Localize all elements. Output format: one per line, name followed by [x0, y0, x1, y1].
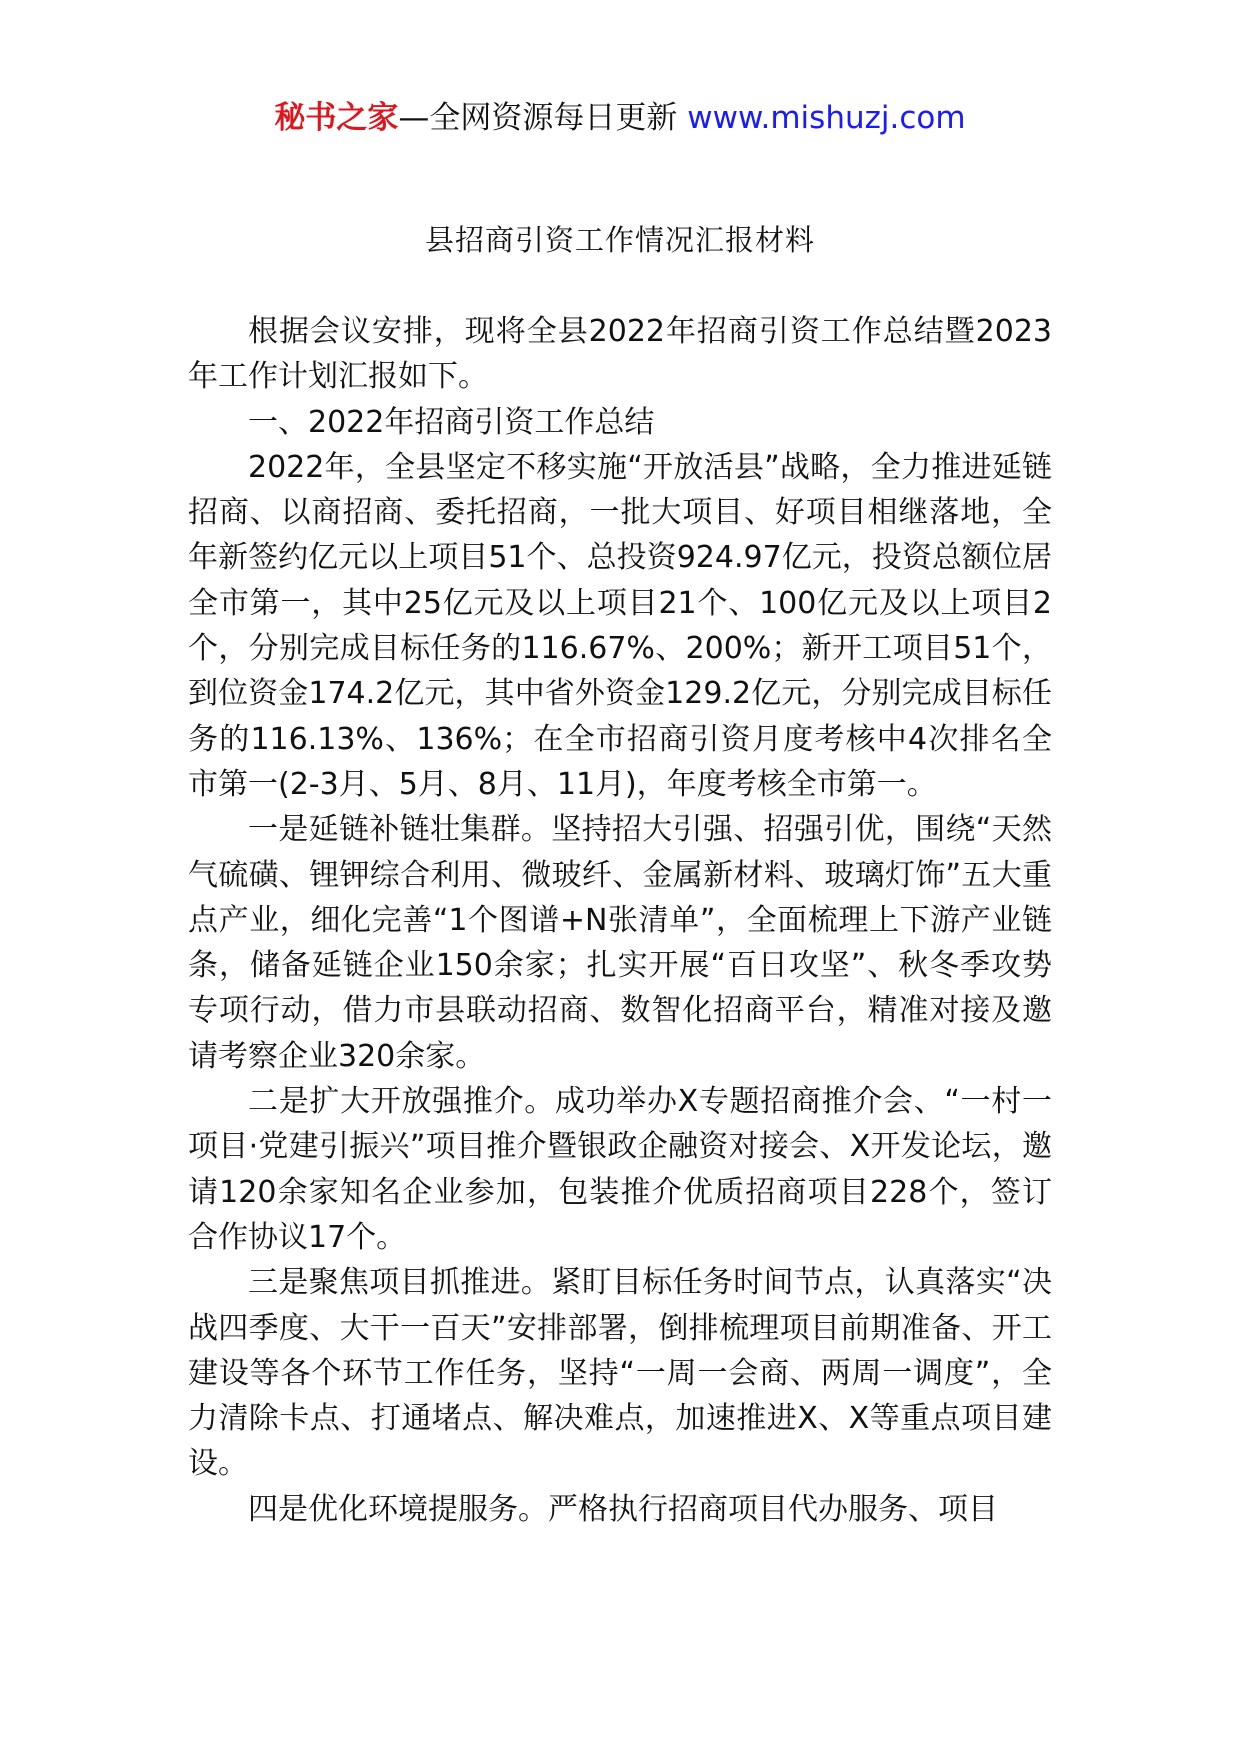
site-brand: 秘书之家: [274, 100, 399, 136]
document-title: 县招商引资工作情况汇报材料: [424, 223, 815, 257]
site-header: [0, 98, 1240, 138]
paragraph-summary: 2022年，全县坚定不移实施“开放活县”战略，全力推进延链招商、以商招商、委托招商，一批大项目、好项目相继落地，全年新签约亿元以上项目51个、总投资924.97亿元，投资总额位居全市第一，其中25亿元及以上项目21个、100亿元及以上项目2个，分别完成目标任务的116.67%、200%；新开工项目51个，到位资金174.2亿元，其中省外资金129.2亿元，分别完成目标任务的116.13%、136%；在全市招商引资月度考核中4次排名全市第一(2-3月、5月、8月、11月)，年度考核全市第一。: [188, 449, 1052, 802]
paragraph-point-1: 一是延链补链壮集群。坚持招大引强、招强引优，围绕“天然气硫磺、锂钾综合利用、微玻纤、金属新材料、玻璃灯饰”五大重点产业，细化完善“1个图谱+N张清单”，全面梳理上下游产业链条，储备延链企业150余家；扎实开展“百日攻坚”、秋冬季攻势专项行动，借力市县联动招商、数智化招商平台，精准对接及邀请考察企业320余家。: [188, 812, 1052, 1074]
paragraph-intro: 根据会议安排，现将全县2022年招商引资工作总结暨2023年工作计划汇报如下。: [188, 314, 1052, 395]
site-url-link[interactable]: www.mishuzj.com: [687, 100, 966, 136]
document-body: [188, 309, 1052, 1532]
paragraph-point-4: 四是优化环境提服务。严格执行招商项目代办服务、项目: [248, 1491, 998, 1527]
paragraph-point-2: 二是扩大开放强推介。成功举办X专题招商推介会、“一村一项目·党建引振兴”项目推介暨银政企融资对接会、X开发论坛，邀请120余家知名企业参加，包装推介优质招商项目228个，签订合作协议17个。: [188, 1084, 1052, 1255]
site-slogan: —全网资源每日更新: [398, 100, 688, 136]
section-heading: 一、2022年招商引资工作总结: [248, 404, 655, 440]
paragraph-point-3: 三是聚焦项目抓推进。紧盯目标任务时间节点，认真落实“决战四季度、大干一百天”安排部署，倒排梳理项目前期准备、开工建设等各个环节工作任务，坚持“一周一会商、两周一调度”，全力清除卡点、打通堵点、解决难点，加速推进X、X等重点项目建设。: [188, 1265, 1052, 1482]
